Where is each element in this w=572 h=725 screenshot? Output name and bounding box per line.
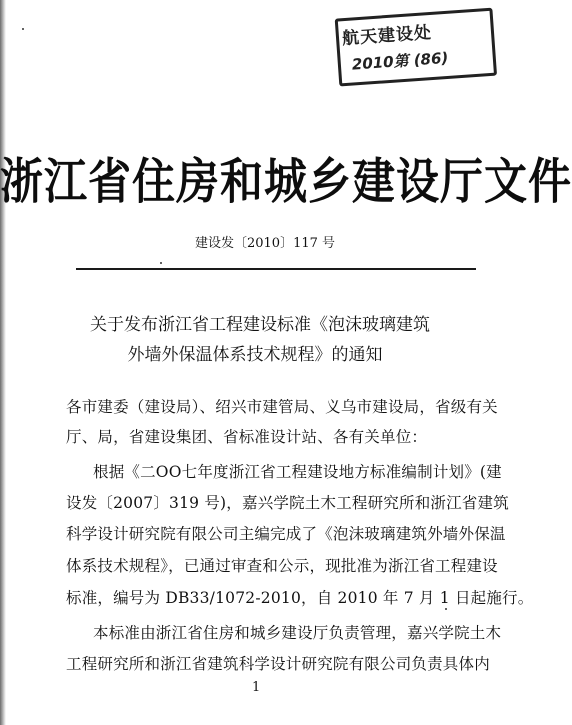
body-line: 标准，编号为 DB33/1072-2010，自 2010 年 7 月 1 日起施行。 (66, 589, 534, 607)
body-line: 工程研究所和浙江省建筑科学设计研究院有限公司负责具体内 (66, 655, 490, 673)
body-line: 设发〔2007〕319 号)，嘉兴学院土木工程研究所和浙江省建筑 (66, 494, 509, 512)
stamp-text-line1: 航天建设处 (341, 22, 433, 50)
stamp-text-line2: 2010第 (86) (351, 48, 449, 74)
header-divider (76, 268, 476, 270)
notice-title-line1: 关于发布浙江省工程建设标准《泡沫玻璃建筑 (90, 315, 430, 335)
document-number: 建设发〔2010〕117 号 (194, 236, 336, 251)
body-line: 厅、局，省建设集团、省标准设计站、各有关单位： (66, 428, 428, 446)
notice-title-line2: 外墙外保温体系技术规程》的通知 (127, 345, 383, 365)
body-line: 体系技术规程》，已通过审查和公示，现批准为浙江省工程建设 (66, 557, 498, 575)
body-line: 各市建委（建设局）、绍兴市建管局、义乌市建设局，省级有关 (66, 398, 498, 416)
scan-speck (22, 28, 24, 30)
scan-speck (160, 262, 162, 264)
received-stamp (334, 0, 500, 98)
body-line: 科学设计研究院有限公司主编完成了《泡沫玻璃建筑外墙外保温 (66, 525, 506, 543)
document-header-title: 浙江省住房和城乡建设厅文件 (0, 154, 572, 211)
scan-speck (445, 608, 447, 610)
body-line: 根据《二OO七年度浙江省工程建设地方标准编制计划》(建 (93, 463, 502, 481)
page-number: 1 (252, 680, 261, 695)
body-line: 本标准由浙江省住房和城乡建设厅负责管理，嘉兴学院土木 (93, 624, 502, 642)
